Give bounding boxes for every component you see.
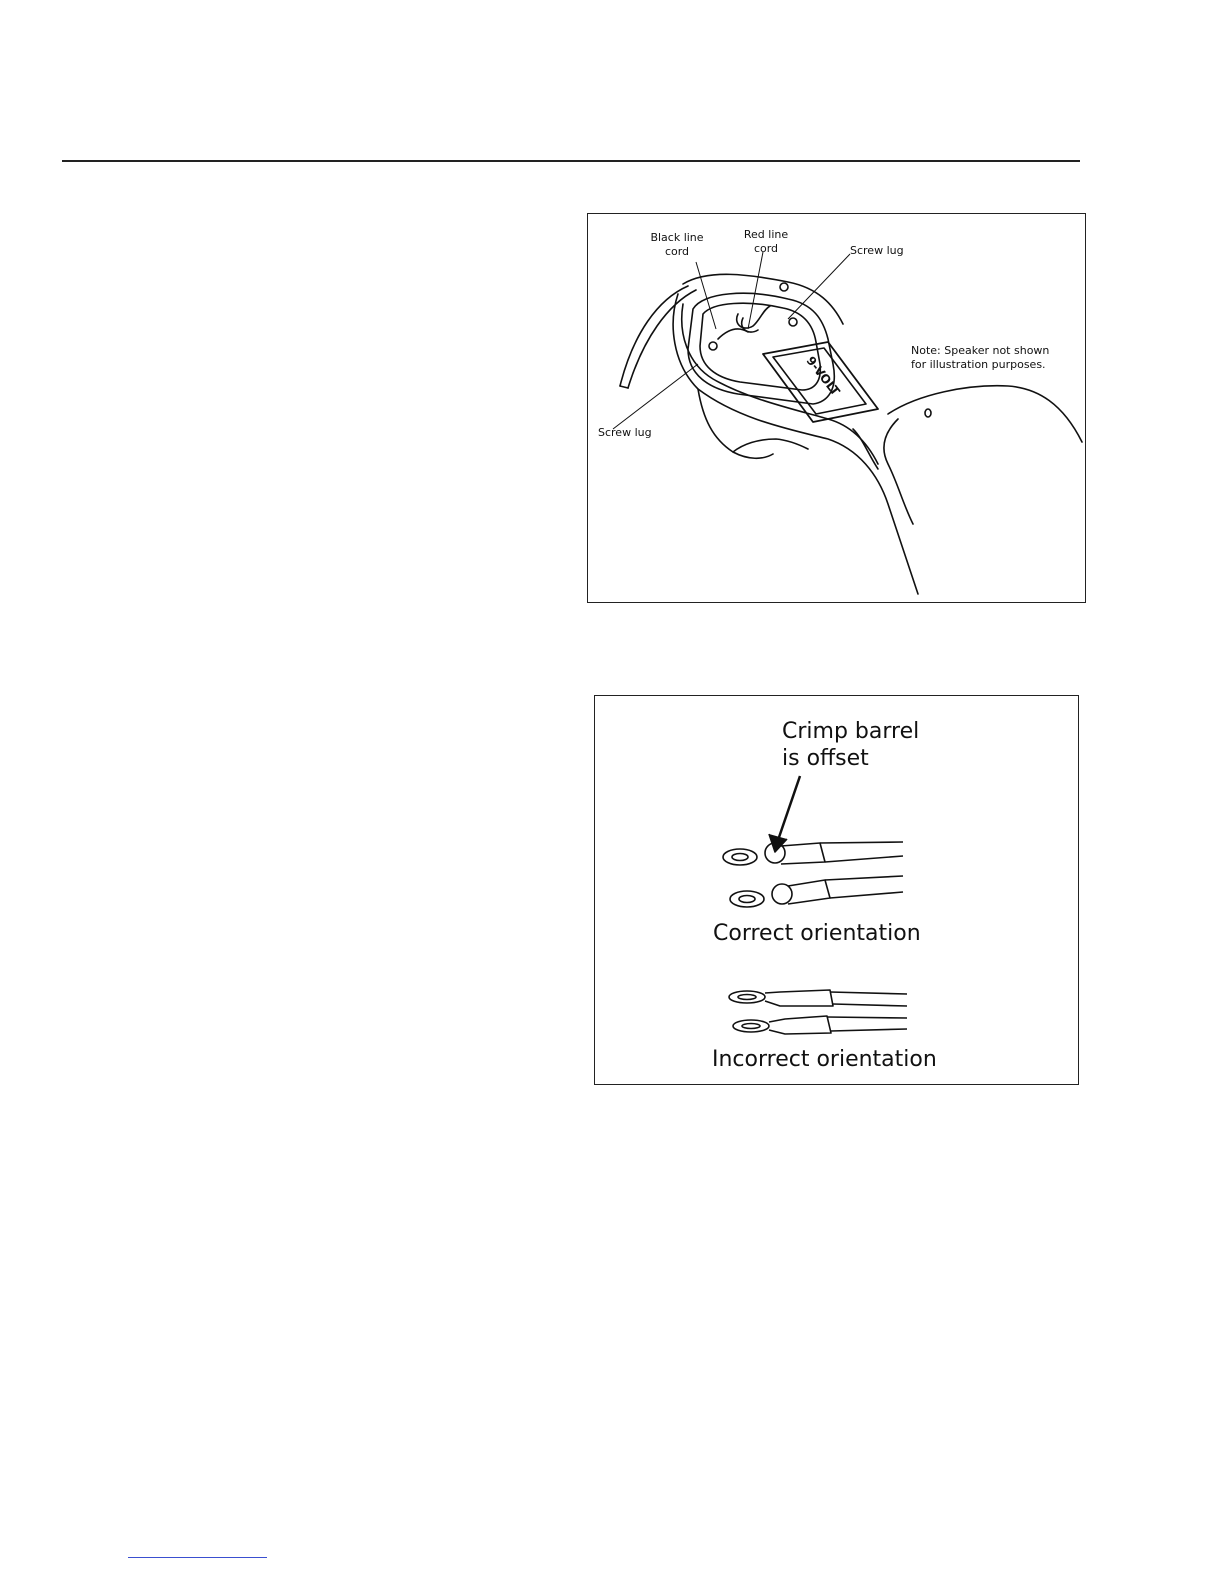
screw-lug-left-label: Screw lug bbox=[598, 426, 652, 439]
handset-figure bbox=[587, 213, 1086, 603]
leader-line-screw-lug-top bbox=[788, 254, 850, 319]
red-line-cord-label-line2: cord bbox=[753, 242, 779, 255]
crimp-barrel-label-line2: is offset bbox=[782, 746, 869, 771]
correct-orientation-label: Correct orientation bbox=[713, 921, 921, 946]
handset-illustration bbox=[588, 214, 1084, 601]
black-line-cord-label bbox=[644, 231, 710, 259]
battery-label: 9-VOLT bbox=[803, 353, 843, 399]
screw-lug-top-label: Screw lug bbox=[850, 244, 904, 257]
red-line-cord-label-line1: Red line bbox=[743, 228, 789, 241]
leader-line-screw-lug-left bbox=[613, 364, 698, 429]
crimp-barrel-label-line1: Crimp barrel bbox=[782, 719, 920, 744]
footer-link-underline[interactable] bbox=[128, 1557, 267, 1558]
speaker-note-line2: for illustration purposes. bbox=[911, 358, 1046, 371]
crimp-orientation-figure bbox=[594, 695, 1079, 1085]
speaker-note-line1: Note: Speaker not shown bbox=[911, 344, 1050, 357]
red-line-cord-label bbox=[736, 228, 796, 256]
incorrect-orientation-label: Incorrect orientation bbox=[712, 1047, 937, 1072]
black-line-cord-label-line1: Black line bbox=[650, 231, 704, 244]
black-line-cord-label-line2: cord bbox=[664, 245, 690, 258]
crimp-barrel-label bbox=[782, 718, 982, 772]
crimp-arrow bbox=[776, 776, 800, 846]
leader-line-black-cord bbox=[696, 262, 716, 329]
speaker-note bbox=[911, 344, 1081, 372]
header-rule bbox=[62, 160, 1080, 162]
